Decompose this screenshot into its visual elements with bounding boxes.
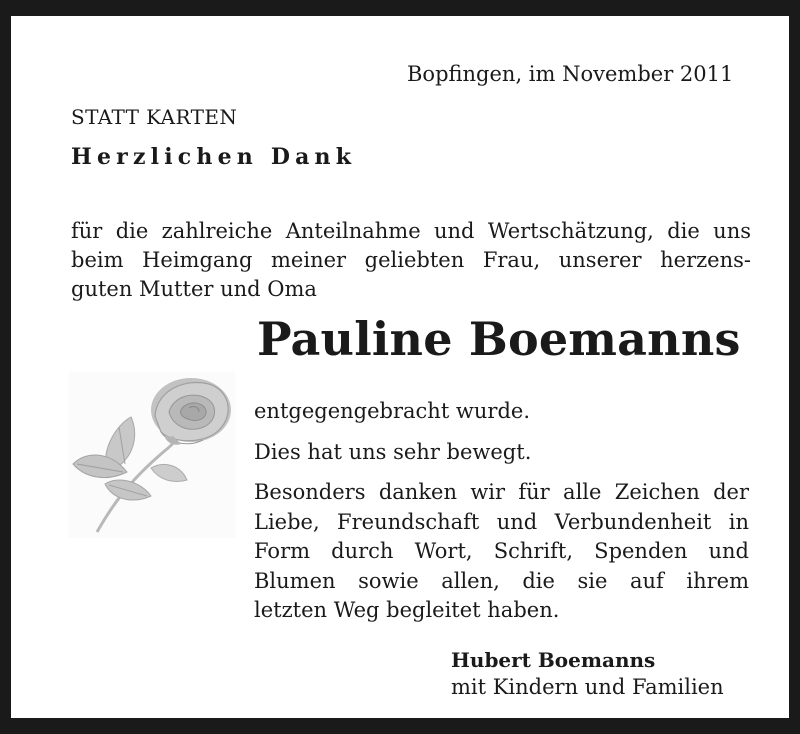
deceased-name: Pauline Boemanns: [257, 312, 741, 366]
signer-family: mit Kindern und Familien: [451, 675, 724, 699]
place-date: Bopfingen, im November 2011: [407, 62, 734, 86]
notice-title: Herzlichen Dank: [71, 144, 357, 170]
paragraph-line: letzten Weg begleitet haben.: [254, 598, 560, 622]
body-line: entgegengebracht wurde.: [254, 399, 531, 423]
signer-name: Hubert Boemanns: [451, 648, 656, 672]
statt-karten-label: STATT KARTEN: [71, 105, 238, 129]
paragraph-line: Besonders danken wir für alle Zeichen der: [254, 480, 749, 504]
paragraph-line: Blumen sowie allen, die sie auf ihrem: [254, 568, 749, 593]
body-line: Dies hat uns sehr bewegt.: [254, 440, 532, 464]
intro-text: [71, 217, 751, 304]
intro-line: guten Mutter und Oma: [71, 277, 317, 301]
thanks-paragraph: [254, 478, 749, 626]
rose-flower-icon: [69, 372, 235, 538]
paragraph-line: Form durch Wort, Schrift, Spenden und: [254, 539, 749, 563]
intro-line: beim Heimgang meiner geliebten Frau, unserer herzens-: [71, 248, 751, 272]
intro-line: für die zahlreiche Anteilnahme und Wertschätzung, die uns: [71, 219, 751, 243]
paragraph-line: Liebe, Freundschaft und Verbundenheit in: [254, 509, 749, 534]
